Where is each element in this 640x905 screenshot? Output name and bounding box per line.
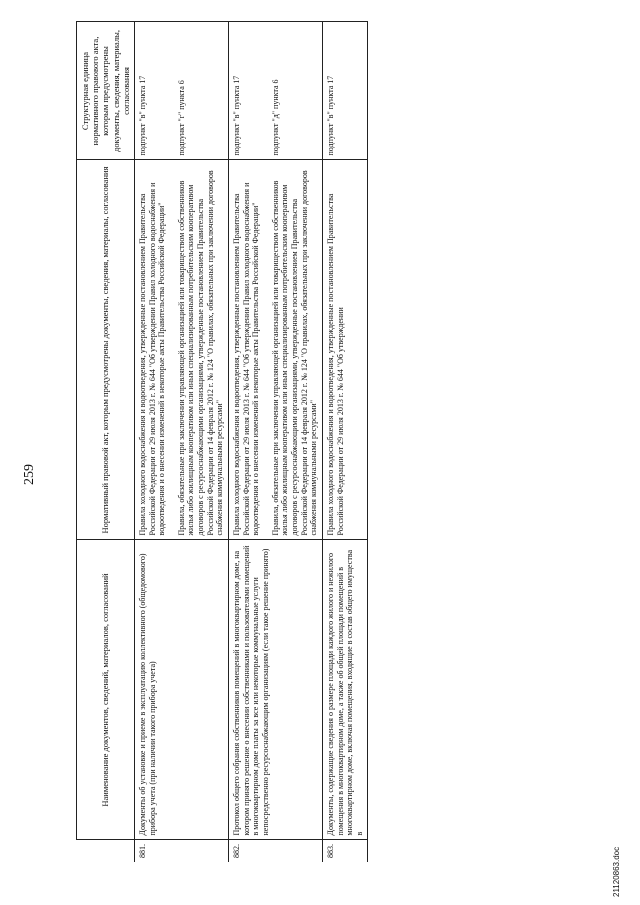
header-unit: Структурная единица нормативного правового акта, которым предусмотрены документы, сведения, материалы, согласования xyxy=(77,22,135,160)
legal-act-text: Правила холодного водоснабжения и водоотведения, утвержденные постановлением Правительства Российской Федерации от 29 июля 2013 г. № 644 "Об утверждении xyxy=(325,193,345,536)
header-name: Наименование документов, сведений, материалов, согласований xyxy=(77,540,135,840)
structural-unit-text: подпункт "д" пункта 6 xyxy=(270,79,280,156)
document-code: 21120863.doc xyxy=(612,846,621,897)
structural-unit-text: подпункт "г" пункта 6 xyxy=(176,80,186,156)
legal-act-text: Правила, обязательные при заключении управляющей организацией или товариществом собственников жилья либо жилищным кооперативом или иным специализированным потребительским кооперативом договоров с ресурсоснабжающими организациями, утвержденные постановлением Правительства Российской Федерации от 14 февраля 2012 г. № 124 "О правилах, обязательных при заключении договоров снабжения коммунальными ресурсами" xyxy=(270,170,319,536)
table-header-row xyxy=(77,22,135,862)
legal-act-text: Правила холодного водоснабжения и водоотведения, утвержденные постановлением Правительства Российской Федерации от 29 июля 2013 г. № 644 "Об утверждении Правил холодного водоснабжения и водоотведения и о внесении изменений в некоторые акты Правительства Российской Федерации" xyxy=(137,182,167,536)
structural-unit-text: подпункт "в" пункта 17 xyxy=(137,75,147,156)
header-act: Нормативный правовой акт, которым предусмотрены документы, сведения, материалы, согласования xyxy=(77,160,135,540)
table-row xyxy=(134,22,228,862)
document-name: Документы, содержащие сведения о размере площади каждого жилого и нежилого помещения в многоквартирном доме, а также об общей площади помещений в многоквартирном доме, включая помещения, входящие в состав общего имущества в xyxy=(322,540,367,840)
legal-acts-cell xyxy=(134,160,228,540)
structural-units-cell xyxy=(322,22,367,160)
document-name: Документы об установке и приеме в эксплуатацию коллективного (общедомового) прибора учета (при наличии такого прибора учета) xyxy=(134,540,228,840)
row-number: 882. xyxy=(228,840,322,862)
header-num xyxy=(77,840,135,862)
documents-table xyxy=(76,22,368,863)
structural-units-cell xyxy=(228,22,322,160)
legal-act-text: Правила, обязательные при заключении управляющей организацией или товариществом собственников жилья либо жилищным кооперативом или иным специализированным потребительским кооперативом договоров с ресурсоснабжающими организациями, утвержденные постановлением Правительства Российской Федерации от 14 февраля 2012 г. № 124 "О правилах, обязательных при заключении договоров снабжения коммунальными ресурсами" xyxy=(176,170,225,536)
structural-units-cell xyxy=(134,22,228,160)
row-number: 883. xyxy=(322,840,367,862)
row-number: 881. xyxy=(134,840,228,862)
table-row xyxy=(228,22,322,862)
legal-acts-cell xyxy=(228,160,322,540)
page-number: 259 xyxy=(22,464,37,485)
document-name: Протокол общего собрания собственников помещений в многоквартирном доме, на котором принято решение о внесении собственниками и пользователями помещений в многоквартирном доме платы за все или некоторые коммунальные услуги непосредственно ресурсоснабжающим организациям (если такое решение принято) xyxy=(228,540,322,840)
legal-act-text: Правила холодного водоснабжения и водоотведения, утвержденные постановлением Правительства Российской Федерации от 29 июля 2013 г. № 644 "Об утверждении Правил холодного водоснабжения и водоотведения и о внесении изменений в некоторые акты Правительства Российской Федерации" xyxy=(231,182,261,536)
legal-acts-cell xyxy=(322,160,367,540)
structural-unit-text: подпункт "в" пункта 17 xyxy=(231,75,241,156)
structural-unit-text: подпункт "в" пункта 17 xyxy=(325,75,335,156)
table-row xyxy=(322,22,367,862)
